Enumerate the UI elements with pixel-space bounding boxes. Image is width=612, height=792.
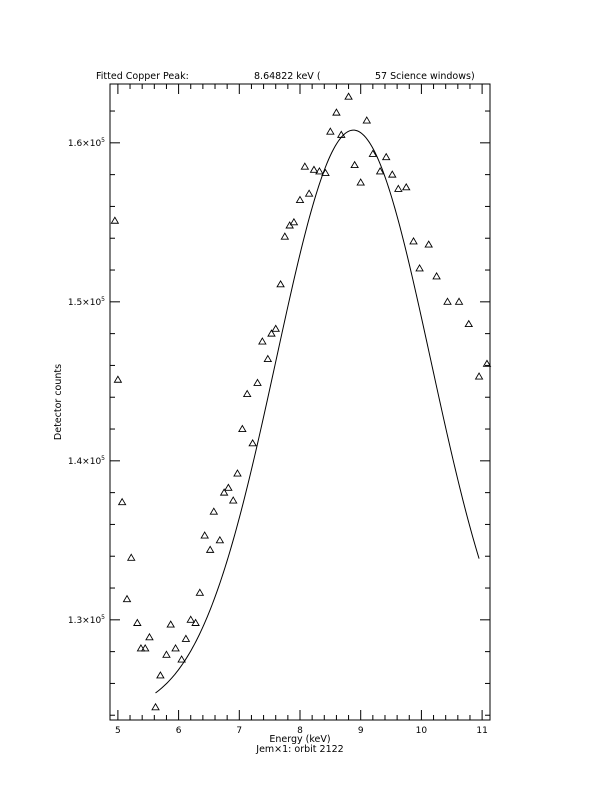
data-point-triangle bbox=[234, 470, 241, 476]
data-point-triangle bbox=[239, 426, 246, 432]
data-point-triangle bbox=[301, 163, 308, 169]
x-tick-label: 6 bbox=[175, 726, 182, 736]
y-axis-label: Detector counts bbox=[53, 363, 64, 441]
plot-frame bbox=[110, 84, 490, 720]
data-point-triangle bbox=[363, 117, 370, 123]
fit-curve-line bbox=[156, 130, 480, 693]
data-point-triangle bbox=[244, 391, 251, 397]
y-tick-label: $1.6\times 10^5$ bbox=[67, 136, 105, 149]
data-point-triangle bbox=[216, 537, 223, 543]
data-point-triangle bbox=[351, 162, 358, 168]
x-axis-sublabel: Jem×1: orbit 2122 bbox=[256, 744, 344, 755]
data-point-triangle bbox=[383, 154, 390, 160]
data-point-triangle bbox=[403, 184, 410, 190]
data-point-triangle bbox=[114, 376, 121, 382]
data-point-triangle bbox=[425, 241, 432, 247]
data-point-triangle bbox=[272, 325, 279, 331]
chart-title-left: Fitted Copper Peak: bbox=[96, 71, 189, 82]
x-tick-label: 8 bbox=[297, 726, 303, 736]
x-tick-label: 9 bbox=[357, 726, 364, 736]
data-point-triangle bbox=[264, 356, 271, 362]
data-point-triangle bbox=[410, 238, 417, 244]
data-point-triangle bbox=[187, 616, 194, 622]
data-point-triangle bbox=[290, 219, 297, 225]
data-point-triangle bbox=[465, 321, 472, 327]
data-point-triangle bbox=[119, 499, 126, 505]
data-point-triangle bbox=[207, 546, 214, 552]
y-tick-label: $1.4\times 10^5$ bbox=[67, 454, 105, 467]
data-point-triangle bbox=[210, 508, 217, 514]
chart-title-mid: 8.64822 keV ( bbox=[254, 71, 321, 82]
data-point-triangle bbox=[201, 532, 208, 538]
data-point-triangle bbox=[444, 298, 451, 304]
data-point-triangle bbox=[395, 185, 402, 191]
y-tick-label: $1.5\times 10^5$ bbox=[67, 295, 105, 308]
data-points bbox=[111, 93, 490, 710]
data-point-triangle bbox=[182, 635, 189, 641]
x-tick-label: 7 bbox=[236, 726, 243, 736]
data-point-triangle bbox=[146, 634, 153, 640]
axis-ticks bbox=[110, 84, 490, 720]
data-point-triangle bbox=[254, 379, 261, 385]
data-point-triangle bbox=[163, 651, 170, 657]
x-tick-label: 11 bbox=[476, 726, 488, 736]
data-point-triangle bbox=[230, 497, 237, 503]
data-point-triangle bbox=[225, 484, 232, 490]
data-point-triangle bbox=[277, 281, 284, 287]
data-point-triangle bbox=[249, 440, 256, 446]
data-point-triangle bbox=[111, 217, 118, 223]
data-point-triangle bbox=[456, 298, 463, 304]
data-point-triangle bbox=[157, 672, 164, 678]
data-point-triangle bbox=[333, 109, 340, 115]
x-tick-label: 5 bbox=[115, 726, 121, 736]
data-point-triangle bbox=[345, 93, 352, 99]
x-tick-label: 10 bbox=[415, 726, 428, 736]
x-axis-label: Energy (keV) bbox=[269, 734, 331, 745]
y-tick-label: $1.3\times 10^5$ bbox=[67, 613, 105, 626]
data-point-triangle bbox=[259, 338, 266, 344]
data-point-triangle bbox=[167, 621, 174, 627]
data-point-triangle bbox=[389, 171, 396, 177]
data-point-triangle bbox=[297, 197, 304, 203]
data-point-triangle bbox=[310, 166, 317, 172]
data-point-triangle bbox=[281, 233, 288, 239]
data-point-triangle bbox=[327, 128, 334, 134]
axis-tick-labels bbox=[68, 137, 488, 736]
plot-border bbox=[110, 84, 490, 720]
data-point-triangle bbox=[123, 596, 130, 602]
data-point-triangle bbox=[152, 704, 159, 710]
data-point-triangle bbox=[134, 620, 141, 626]
data-point-triangle bbox=[128, 554, 135, 560]
data-point-triangle bbox=[416, 265, 423, 271]
data-point-triangle bbox=[476, 373, 483, 379]
data-point-triangle bbox=[196, 589, 203, 595]
data-point-triangle bbox=[172, 645, 179, 651]
data-point-triangle bbox=[433, 273, 440, 279]
data-point-triangle bbox=[357, 179, 364, 185]
data-point-triangle bbox=[306, 190, 313, 196]
chart-title-right: 57 Science windows) bbox=[375, 71, 475, 82]
